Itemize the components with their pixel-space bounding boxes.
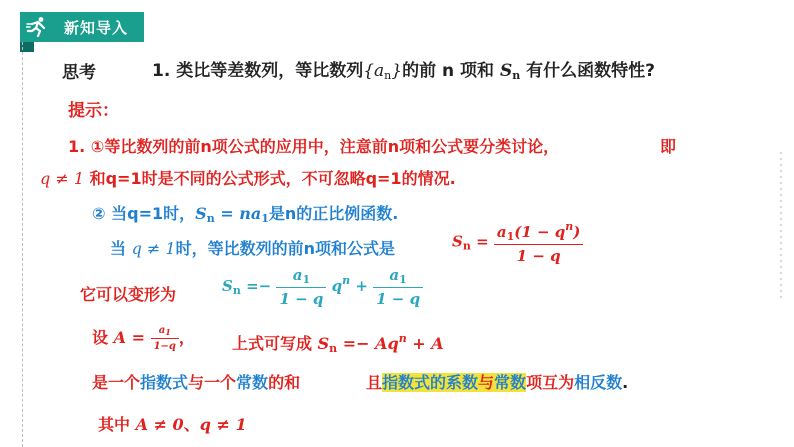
line3 (92, 201, 398, 225)
math-q-neq-1-b: q ≠ 1 (131, 239, 176, 258)
line8 (98, 412, 247, 435)
line2-text: 和q=1时是不同的公式形式，不可忽略q=1的情况. (89, 169, 456, 188)
math-sn-na1: $S_n = na_1$ (195, 204, 269, 225)
math-a-neq-0: A ≠ 0 (135, 415, 184, 434)
header-title: 新知导入 (64, 19, 129, 37)
line7-constant-2: 常数 (494, 373, 527, 392)
math-q-neq-1: q ≠ 1 (40, 169, 84, 188)
line4-prefix: 当 (110, 239, 127, 258)
math-a-def: A = $\frac{a_1}{1-q}$ (114, 328, 179, 347)
line4-suffix: 时，等比数列的前n项和公式是 (175, 239, 395, 258)
question-text-b: 的前 n 项和 (402, 61, 495, 81)
line6 (92, 325, 195, 352)
line7-opposite: 相反数 (574, 373, 623, 392)
line7-p8: 与 (478, 373, 495, 392)
line7-p3: 与一个 (188, 373, 237, 392)
question-label: 思考 (62, 63, 96, 83)
line7-constant: 常数 (236, 373, 269, 392)
decorative-dots (778, 150, 784, 300)
line7-right (366, 370, 628, 393)
dashed-divider (22, 42, 23, 447)
line1-text: 1. ①等比数列的前n项公式的应用中，注意前n项和公式要分类讨论， (68, 137, 560, 156)
running-figure-icon (26, 16, 48, 38)
formula-sn-sum: $S_n$ = $\frac{a_1(1 - q^n)}{1 - q}$ (452, 220, 583, 265)
line7-exp-coef: 指数式的系数 (382, 373, 479, 392)
question-text-c: 有什么函数特性? (526, 61, 656, 81)
line7-p6: 且 (366, 373, 383, 392)
line7-p1: 是一个 (92, 373, 141, 392)
line2 (40, 166, 456, 189)
line4 (110, 236, 395, 259)
math-q-neq-1-c: q ≠ 1 (199, 415, 247, 434)
line8-sep: 、 (183, 415, 200, 434)
line7-p10: 项互为 (526, 373, 575, 392)
line3-suffix: 是n的正比例函数. (268, 204, 399, 223)
line7-left (92, 370, 300, 393)
line7-period: . (622, 373, 629, 392)
line3-prefix: ② 当q=1时， (92, 204, 196, 223)
line5-text: 它可以变形为 (80, 285, 177, 304)
math-sn: $S_n$ (499, 61, 521, 82)
hint-label: 提示： (68, 101, 119, 121)
line1-tail: 即 (660, 137, 677, 156)
line6-middle (232, 331, 444, 355)
line6-prefix: 设 (92, 328, 109, 347)
question-text-a: 1. 类比等差数列，等比数列 (152, 61, 364, 81)
line6-comma: ， (178, 328, 195, 347)
line7-exponential: 指数式 (140, 373, 189, 392)
formula-transformed: $S_n$ =− $\frac{a_1}{1 - q}$ $q^n$ + $\frac{a_1}{1 - q}$ (222, 266, 423, 308)
line6-middle-text: 上式可写成 (232, 334, 313, 353)
line8-prefix: 其中 (98, 415, 131, 434)
math-set-an: $\{a_n\}$ (363, 61, 403, 82)
line7-p5: 的和 (268, 373, 301, 392)
math-sn-aq: $S_n =- Aq^n + A$ (317, 332, 444, 355)
question-line (152, 56, 655, 82)
